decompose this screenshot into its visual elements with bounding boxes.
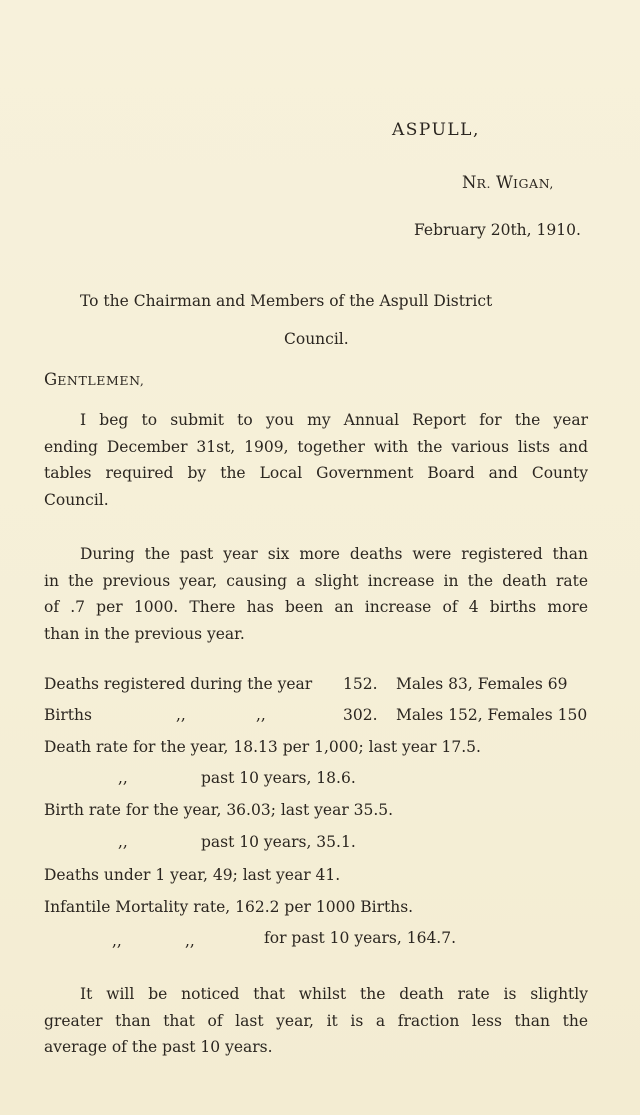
stat-deaths-split: Males 83, Females 69 [396, 675, 568, 693]
place-initial: W [495, 173, 513, 192]
stat-death-rate-past: past 10 years, 18.6. [201, 769, 356, 787]
near-initial: N [462, 173, 477, 192]
stat-infant-ditto-2: ,, [185, 932, 195, 950]
paragraph-2 [44, 541, 588, 647]
paragraph-1 [44, 407, 588, 513]
stat-deaths-under-one: Deaths under 1 year, 49; last year 41. [44, 866, 341, 884]
place-rest: IGAN, [512, 176, 554, 191]
stat-deaths-value: 152. [343, 675, 378, 693]
salutation-rest: ENTLEMEN, [57, 373, 145, 388]
paragraph-1-line-1: I beg to submit to you my Annual Report for the year [80, 411, 588, 429]
paragraph-2-line-3: of .7 per 1000. There has been an increase of 4 births more [44, 598, 588, 616]
paragraph-3-line-3: average of the past 10 years. [44, 1038, 273, 1056]
stat-birth-rate-past: past 10 years, 35.1. [201, 833, 356, 851]
stat-births-value: 302. [343, 706, 378, 724]
salutation [44, 370, 144, 391]
stat-death-rate-ditto: ,, [118, 769, 128, 787]
stat-births-ditto-2: ,, [256, 706, 266, 724]
stat-births-split: Males 152, Females 150 [396, 706, 588, 724]
letterhead-near [462, 173, 554, 194]
letterhead-town: ASPULL, [392, 120, 480, 140]
paragraph-2-line-2: in the previous year, causing a slight increase in the death rate [44, 571, 588, 590]
address-line-1: To the Chairman and Members of the Aspull District [80, 292, 493, 310]
stat-birth-rate: Birth rate for the year, 36.03; last year 35.5. [44, 801, 394, 819]
stat-births-label: Births [44, 706, 92, 724]
stat-death-rate: Death rate for the year, 18.13 per 1,000; last year 17.5. [44, 738, 481, 756]
paragraph-2-line-1: During the past year six more deaths were registered than [80, 545, 588, 563]
paragraph-1-line-3: tables required by the Local Government Board and County [44, 464, 588, 482]
paragraph-3 [44, 981, 588, 1061]
paragraph-1-line-4: Council. [44, 490, 109, 509]
address-line-2: Council. [284, 330, 349, 348]
stat-infant-ditto-1: ,, [112, 932, 122, 950]
near-rest: R. [476, 176, 492, 191]
salutation-initial: G [44, 370, 58, 389]
letter-date: February 20th, 1910. [414, 221, 581, 239]
stat-birth-rate-ditto: ,, [118, 833, 128, 851]
stat-infant-mortality: Infantile Mortality rate, 162.2 per 1000 Births. [44, 898, 414, 916]
paragraph-2-line-4: than in the previous year. [44, 624, 245, 643]
stat-births-ditto-1: ,, [176, 706, 186, 724]
paragraph-3-line-1: It will be noticed that whilst the death rate is slightly [80, 985, 588, 1003]
paragraph-3-line-2: greater than that of last year, it is a fraction less than the [44, 1011, 588, 1030]
stat-infant-past: for past 10 years, 164.7. [264, 929, 457, 947]
paragraph-1-line-2: ending December 31st, 1909, together with the various lists and [44, 437, 588, 456]
stat-deaths-label: Deaths registered during the year [44, 675, 313, 693]
